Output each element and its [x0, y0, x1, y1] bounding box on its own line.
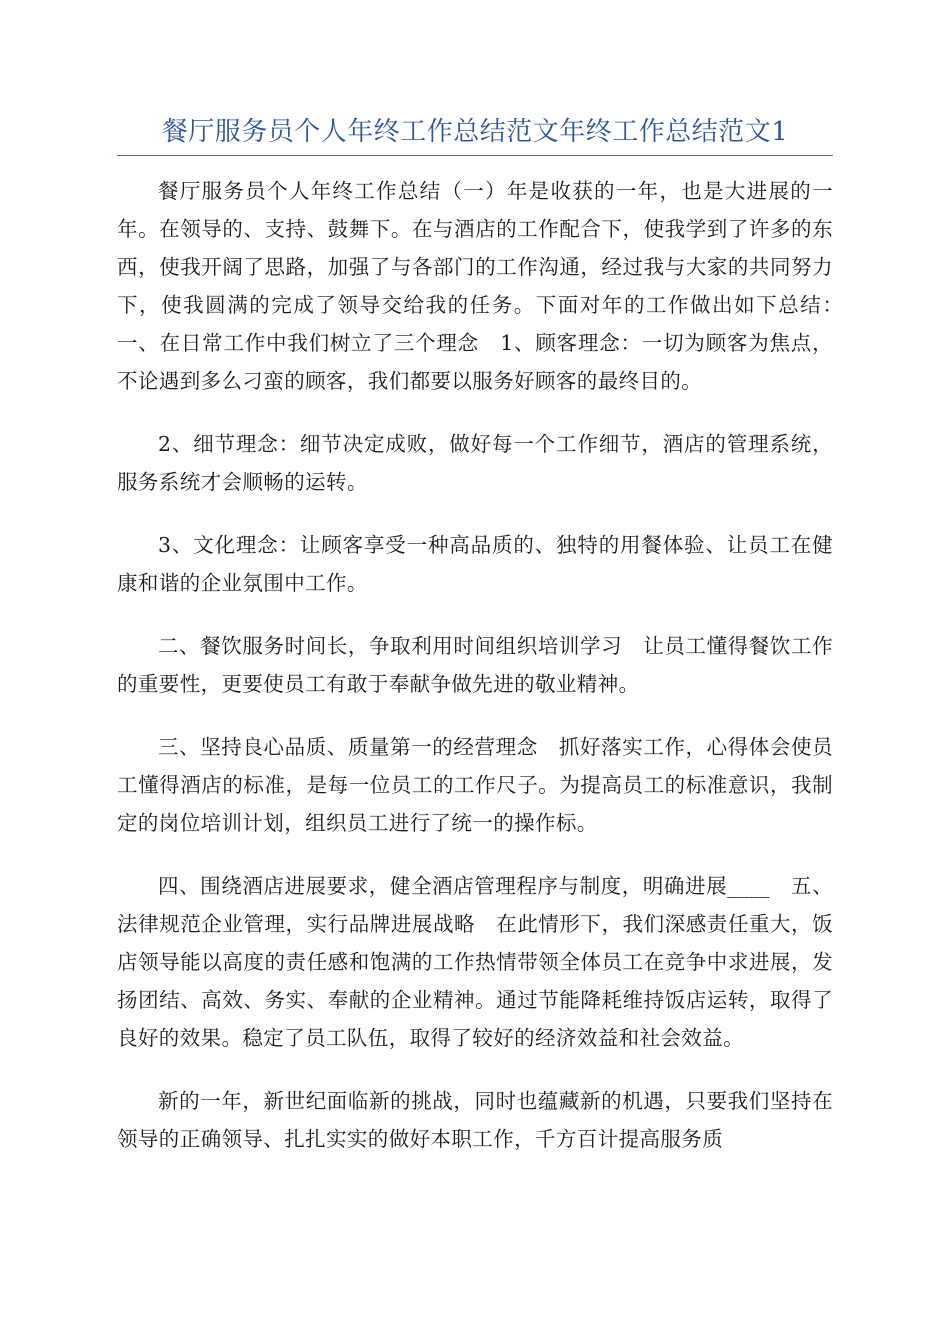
paragraph-culture-concept: 3、文化理念：让顾客享受一种高品质的、独特的用餐体验、让员工在健康和谐的企业氛围中工作。	[117, 533, 833, 595]
document-body	[117, 172, 854, 1183]
paragraph-training: 二、餐饮服务时间长，争取利用时间组织培训学习 让员工懂得餐饮工作的重要性，更要使员工有敢于奉献争做先进的敬业精神。	[117, 634, 833, 696]
paragraph-new-year: 新的一年，新世纪面临新的挑战，同时也蕴藏新的机遇，只要我们坚持在领导的正确领导、扎扎实实的做好本职工作，千方百计提高服务质	[117, 1089, 833, 1151]
paragraph-detail-concept: 2、细节理念：细节决定成败，做好每一个工作细节，酒店的管理系统，服务系统才会顺畅的运转。	[117, 432, 833, 494]
title-block	[117, 108, 833, 156]
paragraph-quality: 三、坚持良心品质、质量第一的经营理念 抓好落实工作，心得体会使员工懂得酒店的标准，是每一位员工的工作尺子。为提高员工的标准意识，我制定的岗位培训计划，组织员工进行了统一的操作标。	[117, 735, 833, 835]
page-title: 餐厅服务员个人年终工作总结范文年终工作总结范文1	[161, 117, 789, 147]
paragraph-management: 四、围绕酒店进展要求，健全酒店管理程序与制度，明确进展____ 五、法律规范企业管理，实行品牌进展战略 在此情形下，我们深感责任重大，饭店领导能以高度的责任感和饱满的工作热情带领全体员工在竞争中求进展，发扬团结、高效、务实、奉献的企业精神。通过节能降耗维持饭店运转，取得了良好的效果。稳定了员工队伍，取得了较好的经济效益和社会效益。	[117, 874, 833, 1050]
paragraph-intro: 餐厅服务员个人年终工作总结（一）年是收获的一年，也是大进展的一年。在领导的、支持、鼓舞下。在与酒店的工作配合下，使我学到了许多的东西，使我开阔了思路，加强了与各部门的工作沟通，经过我与大家的共同努力下，使我圆满的完成了领导交给我的任务。下面对年的工作做出如下总结： 一、在日常工作中我们树立了三个理念 1、顾客理念：一切为顾客为焦点，不论遇到多么刁蛮的顾客，我们都要以服务好顾客的最终目的。	[117, 179, 854, 393]
